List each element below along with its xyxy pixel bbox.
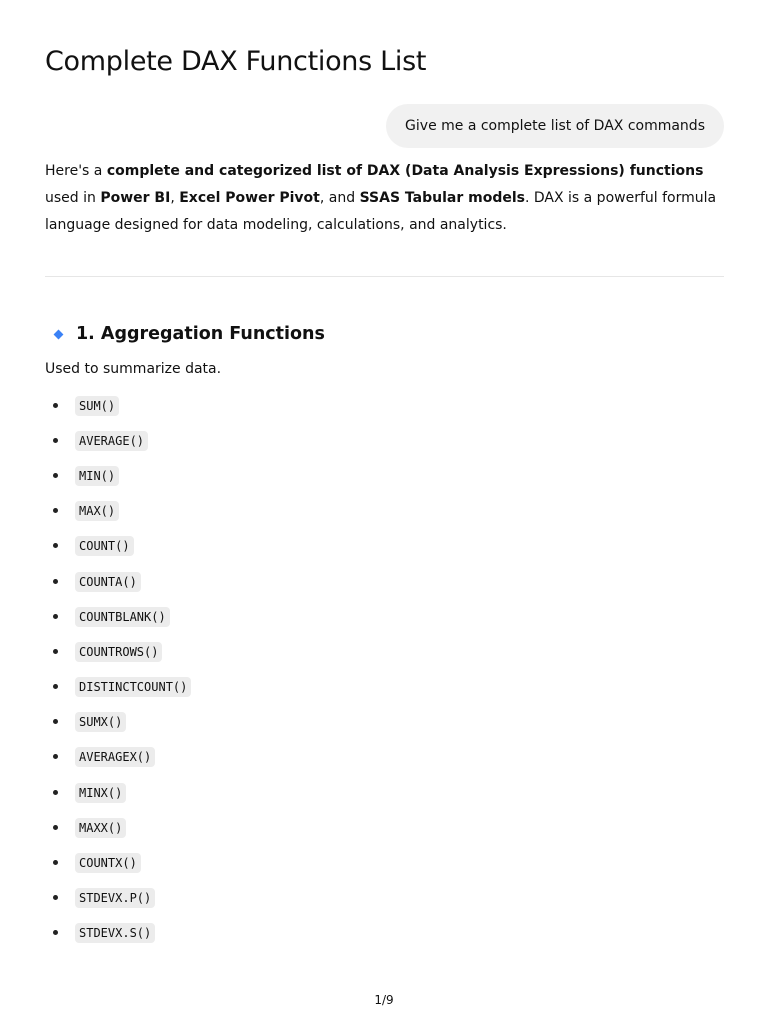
function-code: COUNTA() xyxy=(75,572,141,592)
bullet-icon xyxy=(53,684,58,689)
bullet-icon xyxy=(53,790,58,795)
intro-paragraph xyxy=(45,158,725,239)
list-item xyxy=(45,423,191,458)
function-code: AVERAGEX() xyxy=(75,747,155,767)
list-item xyxy=(45,494,191,529)
list-item xyxy=(45,705,191,740)
function-code: AVERAGE() xyxy=(75,431,148,451)
bullet-icon xyxy=(53,719,58,724)
bullet-icon xyxy=(53,754,58,759)
bullet-icon xyxy=(53,649,58,654)
list-item xyxy=(45,599,191,634)
bullet-icon xyxy=(53,930,58,935)
list-item xyxy=(45,881,191,916)
list-item xyxy=(45,529,191,564)
intro-text: , and xyxy=(319,190,360,206)
bullet-icon xyxy=(53,473,58,478)
function-list xyxy=(45,388,191,951)
bullet-icon xyxy=(53,543,58,548)
bullet-icon xyxy=(53,614,58,619)
list-item xyxy=(45,388,191,423)
intro-bold-text: Power BI xyxy=(100,190,171,206)
intro-text: Here's a xyxy=(45,163,107,179)
bullet-icon xyxy=(53,508,58,513)
list-item xyxy=(45,916,191,951)
function-code: MAXX() xyxy=(75,818,126,838)
function-code: STDEVX.S() xyxy=(75,923,155,943)
function-code: MAX() xyxy=(75,501,119,521)
function-code: SUM() xyxy=(75,396,119,416)
section-heading xyxy=(53,321,325,347)
list-item xyxy=(45,634,191,669)
intro-text: . DAX is a powerful formula language designed for data modeling, calculations, and analytics. xyxy=(45,190,717,233)
function-code: COUNTROWS() xyxy=(75,642,162,662)
function-code: SUMX() xyxy=(75,712,126,732)
intro-bold-text: SSAS Tabular models xyxy=(359,190,525,206)
page-number: 1/9 xyxy=(374,993,394,1007)
intro-text: , xyxy=(170,190,180,206)
blue-diamond-icon xyxy=(54,329,64,339)
function-code: COUNT() xyxy=(75,536,134,556)
function-code: STDEVX.P() xyxy=(75,888,155,908)
bullet-icon xyxy=(53,895,58,900)
bullet-icon xyxy=(53,860,58,865)
user-message-bubble: Give me a complete list of DAX commands xyxy=(386,104,724,148)
function-code: COUNTX() xyxy=(75,853,141,873)
function-code: DISTINCTCOUNT() xyxy=(75,677,191,697)
list-item xyxy=(45,810,191,845)
list-item xyxy=(45,564,191,599)
list-item xyxy=(45,670,191,705)
list-item xyxy=(45,775,191,810)
section-heading-text: 1. Aggregation Functions xyxy=(76,324,325,344)
document-title: Complete DAX Functions List xyxy=(45,46,427,77)
intro-text: used in xyxy=(45,190,101,206)
list-item xyxy=(45,458,191,493)
bullet-icon xyxy=(53,403,58,408)
function-code: COUNTBLANK() xyxy=(75,607,170,627)
intro-bold-text: complete and categorized list of DAX (Data Analysis Expressions) functions xyxy=(106,163,704,179)
list-item xyxy=(45,740,191,775)
bullet-icon xyxy=(53,438,58,443)
intro-bold-text: Excel Power Pivot xyxy=(179,190,320,206)
list-item xyxy=(45,845,191,880)
function-code: MIN() xyxy=(75,466,119,486)
bullet-icon xyxy=(53,579,58,584)
section-divider xyxy=(45,276,724,277)
bullet-icon xyxy=(53,825,58,830)
function-code: MINX() xyxy=(75,783,126,803)
section-description: Used to summarize data. xyxy=(45,361,222,377)
